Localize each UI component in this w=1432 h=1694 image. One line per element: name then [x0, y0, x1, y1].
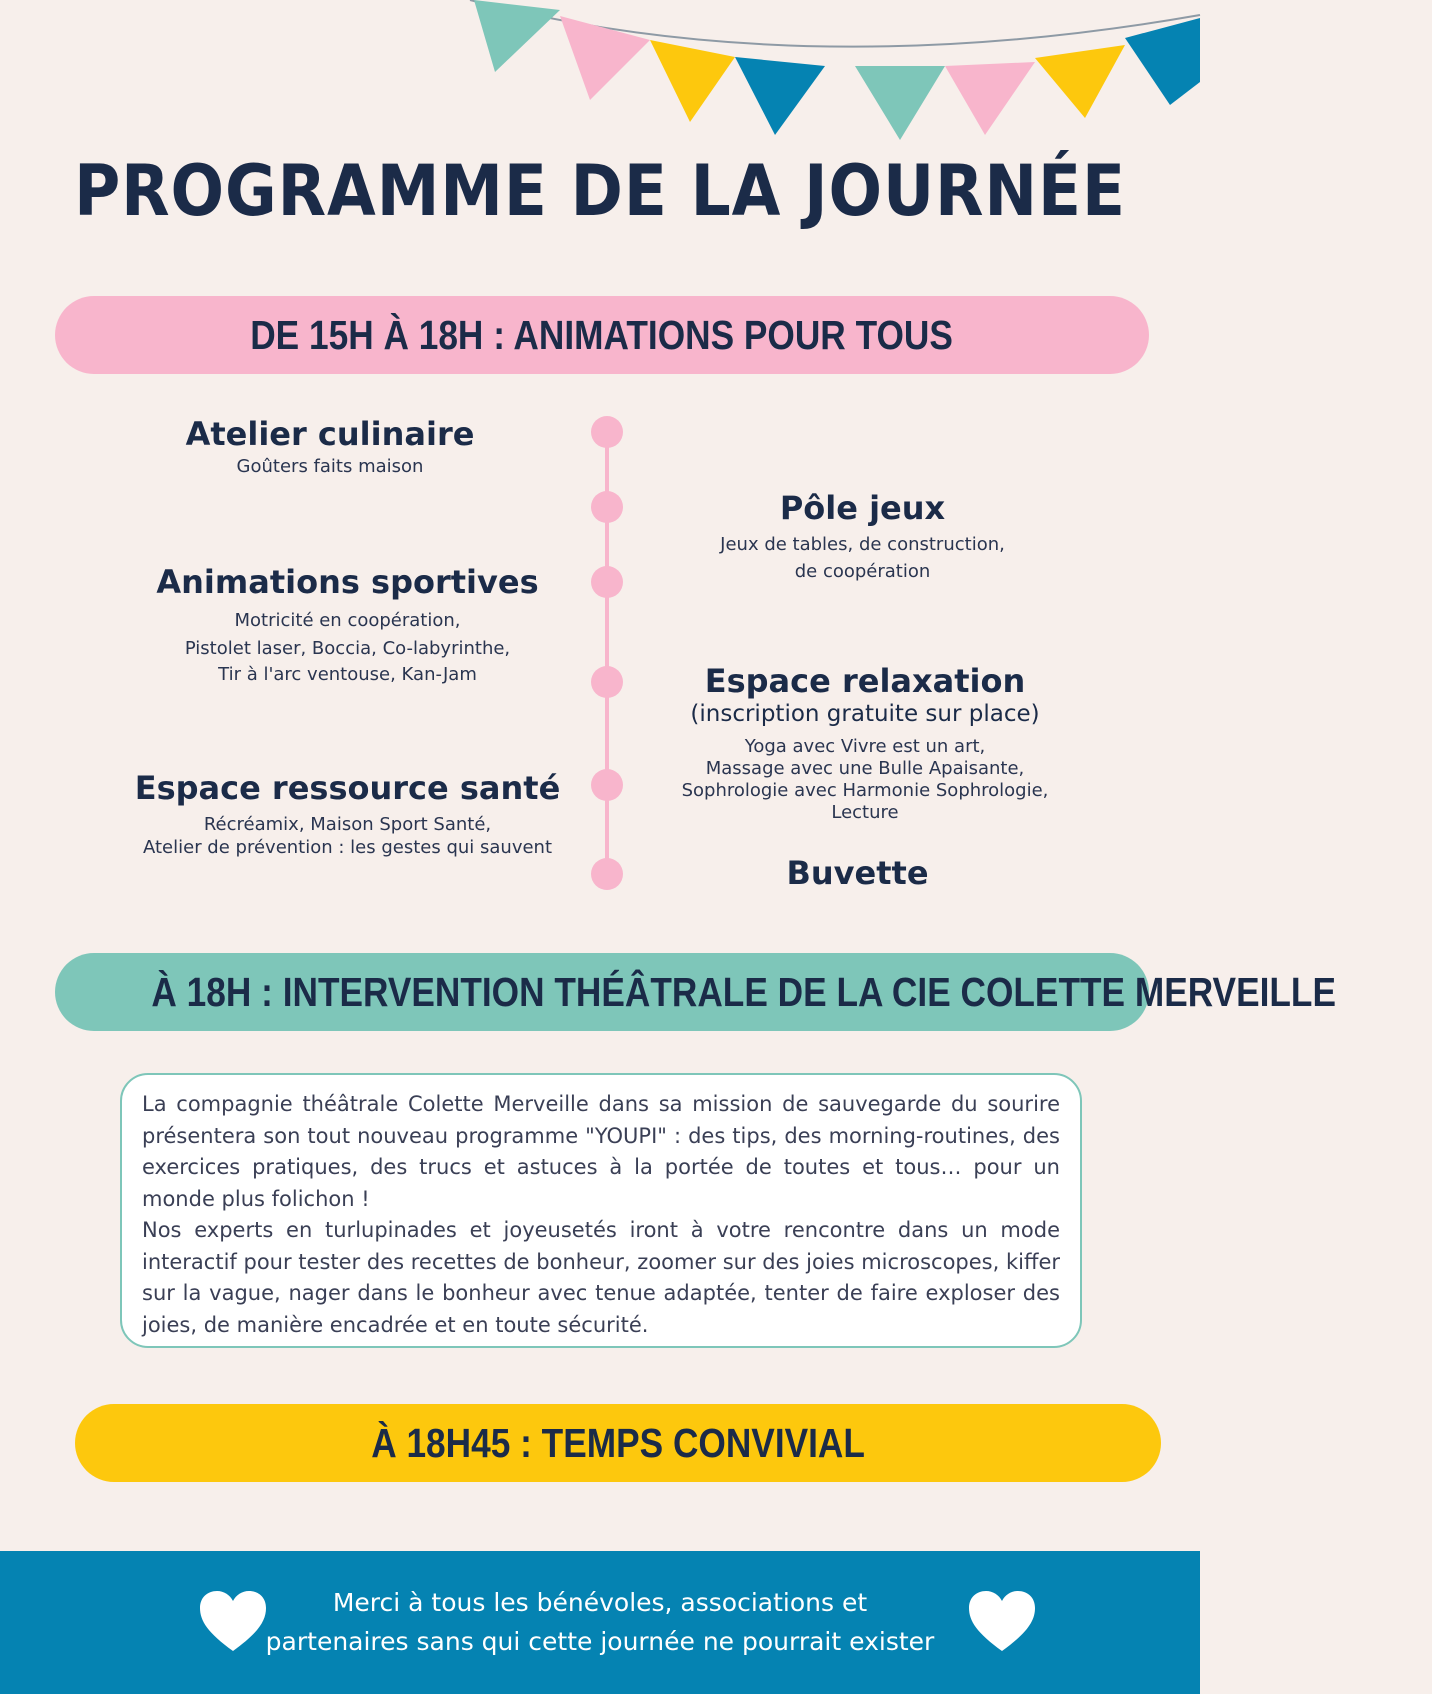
activity-detail: Yoga avec Vivre est un art, [744, 735, 986, 757]
activity-title: Atelier culinaire [185, 415, 475, 453]
theatre-description-box [120, 1073, 1082, 1348]
activity-detail: Jeux de tables, de construction, [720, 533, 1005, 555]
activity-pole-jeux [660, 490, 1065, 585]
section-theatre-banner [55, 953, 1336, 1031]
timeline-dot [591, 566, 623, 598]
activity-title: Espace relaxation [704, 662, 1026, 700]
timeline-dot [591, 769, 623, 801]
activity-atelier-culinaire [130, 416, 530, 480]
activity-detail: Atelier de prévention : les gestes qui sauvent [142, 836, 553, 858]
activity-detail: Pistolet laser, Boccia, Co-labyrinthe, [184, 637, 511, 659]
timeline-dot [591, 666, 623, 698]
page-title: PROGRAMME DE LA JOURNÉE [74, 150, 1126, 232]
activity-buvette [660, 855, 1055, 892]
timeline-dot [591, 416, 623, 448]
footer-message [240, 1583, 960, 1661]
activity-detail: de coopération [794, 560, 931, 582]
activity-subtitle: (inscription gratuite sur place) [690, 700, 1040, 727]
activity-detail: Massage avec une Bulle Apaisante, [705, 757, 1025, 779]
section-convivial-heading: À 18H45 : TEMPS CONVIVIAL [371, 1420, 865, 1466]
section-animations-heading: DE 15H À 18H : ANIMATIONS POUR TOUS [250, 312, 954, 358]
theatre-paragraph: Nos experts en turlupinades et joyeusetés iront à votre rencontre dans un mode interactif pour tester des recettes de bonheur, zoomer sur des joies microscopes, kiffer sur la vague, nager dans le bonheur avec tenue adaptée, tenter de faire exploser des joies, de manière encadrée et en toute sécurité. [142, 1218, 1060, 1337]
heart-icon [967, 1589, 1037, 1655]
footer-line: Merci à tous les bénévoles, associations et [332, 1588, 868, 1617]
activity-title: Buvette [786, 854, 929, 892]
section-convivial-banner [75, 1404, 1161, 1482]
activity-detail: Motricité en coopération, [234, 609, 461, 631]
activity-detail: Sophrologie avec Harmonie Sophrologie, [681, 779, 1049, 801]
timeline-dot [591, 491, 623, 523]
activity-espace-relaxation [650, 663, 1080, 824]
footer-thanks [0, 1551, 1200, 1694]
footer-line: partenaires sans qui cette journée ne pourrait exister [265, 1627, 935, 1656]
activity-detail: Récréamix, Maison Sport Santé, [203, 813, 492, 835]
section-theatre-heading: À 18H : INTERVENTION THÉÂTRALE DE LA CIE COLETTE MERVEILLE [151, 969, 1336, 1015]
activity-detail: Tir à l'arc ventouse, Kan-Jam [218, 663, 477, 685]
timeline-dot [591, 858, 623, 890]
theatre-paragraph: La compagnie théâtrale Colette Merveille dans sa mission de sauvegarde du sourire présentera son tout nouveau programme "YOUPI" : des tips, des morning-routines, des exercices pratiques, des trucs et astuces à la portée de toutes et tous… pour un monde plus folichon ! [142, 1092, 1060, 1211]
activity-title: Pôle jeux [779, 489, 946, 527]
activity-detail: Goûters faits maison [236, 455, 424, 477]
bunting-decoration [0, 0, 1200, 150]
activity-animations-sportives [130, 564, 565, 687]
activity-espace-ressource-sante [120, 770, 575, 859]
activity-title: Animations sportives [156, 563, 539, 601]
section-animations-banner [55, 296, 1149, 374]
activity-detail: Lecture [831, 801, 899, 823]
activity-title: Espace ressource santé [134, 769, 561, 807]
